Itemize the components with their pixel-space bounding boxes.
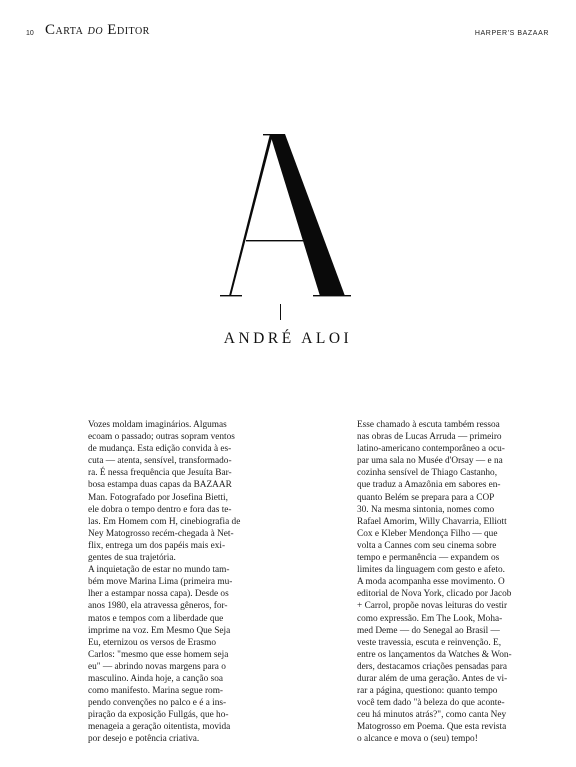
text-line: ceu há minutos atrás?", como canta Ney: [357, 710, 507, 721]
text-line: Matogrosso em Poema. Que esta revista: [357, 722, 507, 733]
section-title-c: C: [45, 22, 56, 38]
letter-a-crossbar: [246, 240, 306, 241]
text-column-left: [88, 419, 250, 746]
text-line: Carlos: "mesmo que esse homem seja: [88, 649, 229, 660]
text-line: cuta — atenta, sensível, transformado-: [88, 456, 232, 467]
letter-a-thick-stroke: [270, 134, 345, 296]
text-line: limites da linguagem com gesto e afeto.: [357, 565, 505, 576]
text-line: entre os lançamentos da Watches & Won-: [357, 649, 512, 660]
text-line: como manifesto. Marina segue rom-: [88, 686, 224, 697]
text-line: matos e tempos com a liberdade que: [88, 613, 224, 624]
text-line: 30. Na mesma sintonia, nomes como: [357, 504, 495, 515]
text-line: pendo convenções no palco e é a ins-: [88, 698, 227, 709]
text-line: eu" — abrindo novas margens para o: [88, 661, 226, 672]
magazine-name: HARPER'S BAZAAR: [474, 30, 549, 37]
text-line: que traduz a Amazônia em sabores en-: [357, 480, 501, 491]
section-title: [45, 22, 150, 39]
section-title-e: E: [107, 22, 117, 38]
text-column-right: [357, 419, 519, 746]
text-line: A inquietação de estar no mundo tam-: [88, 565, 230, 576]
text-line: nas obras de Lucas Arruda — primeiro: [357, 432, 502, 443]
text-line: durar além de uma geração. Antes de vi-: [357, 673, 508, 684]
text-line: editorial de Nova York, clicado por Jacob: [357, 589, 512, 600]
text-line: volta a Cannes com seu cinema sobre: [357, 540, 497, 551]
letter-a-left-serif: [220, 295, 242, 296]
text-line: quanto Belém se prepara para a COP: [357, 492, 495, 503]
text-line: tempo e permanência — expandem os: [357, 553, 500, 564]
text-line: flix, entrega um dos papéis mais exi-: [88, 540, 226, 551]
drop-letter-a-graphic: [217, 132, 357, 302]
text-line: ecoam o passado; outras sopram ventos: [88, 432, 235, 443]
text-line: ra. É nessa frequência que Jesuíta Bar-: [88, 468, 232, 479]
text-line: bém move Marina Lima (primeira mu-: [88, 577, 233, 588]
text-line: você tem dado "à beleza do que aconte-: [357, 698, 505, 709]
letter-a-top-serif: [263, 134, 275, 135]
text-line: o alcance e mova o (seu) tempo!: [357, 734, 478, 745]
text-line: Vozes moldam imaginários. Algumas: [88, 420, 227, 430]
text-line: lher a estampar nossa capa). Desde os: [88, 589, 229, 600]
text-line: Man. Fotografado por Josefina Bietti,: [88, 492, 228, 503]
text-line: cozinha sensível de Thiago Castanho,: [357, 468, 498, 479]
text-line: Ney Matogrosso recém-chegada à Net-: [88, 528, 234, 539]
text-line: ele dobra o tempo dentro e fora das te-: [88, 504, 232, 515]
text-line: bosa estampa duas capas da BAZAAR: [88, 480, 232, 491]
text-line: med Deme — do Senegal ao Brasil —: [357, 625, 500, 636]
text-line: por desejo e potência criativa.: [88, 734, 200, 745]
section-title-arta: ARTA: [55, 26, 84, 37]
page-number: 10: [26, 30, 34, 37]
text-line: ders, destacamos criações pensadas para: [357, 661, 507, 672]
drop-letter-a: [217, 132, 357, 302]
text-line: Esse chamado à escuta também ressoa: [357, 420, 500, 430]
text-line: imprime na voz. Em Mesmo Que Seja: [88, 625, 231, 636]
author-name: ANDRÉ ALOI: [223, 330, 353, 347]
text-line: + Carrol, propõe novas leituras do vestir: [357, 601, 508, 612]
text-line: latino-americano contemporâneo a ocu-: [357, 444, 505, 455]
section-title-ditor: DITOR: [116, 26, 150, 37]
text-line: gentes de sua trajetória.: [88, 553, 176, 564]
text-line: Cox e Kleber Mendonça Filho — que: [357, 528, 498, 539]
text-line: rar a página, questiono: quanto tempo: [357, 686, 498, 697]
text-line: menageia a geração oitentista, movida: [88, 722, 231, 733]
letter-a-thin-stroke: [229, 134, 273, 296]
text-line: como expressão. Em The Look, Moha-: [357, 613, 503, 624]
text-line: veste travessia, escuta e reinvenção. E,: [357, 637, 502, 648]
section-title-do: DO: [87, 26, 104, 37]
text-line: masculino. Ainda hoje, a canção soa: [88, 673, 224, 684]
text-line: par uma sala no Musée d'Orsay — e na: [357, 456, 503, 467]
letter-a-right-serif: [313, 295, 351, 296]
text-line: piração da exposição Fullgás, que ho-: [88, 710, 229, 721]
text-line: Eu, eternizou os versos de Erasmo: [88, 637, 217, 648]
text-line: de mudança. Esta edição convida à es-: [88, 444, 232, 455]
divider-rule: [280, 304, 281, 320]
text-line: A moda acompanha esse movimento. O: [357, 577, 505, 588]
text-line: anos 1980, ela atravessa gêneros, for-: [88, 601, 228, 612]
text-line: las. Em Homem com H, cinebiografia de: [88, 516, 241, 527]
text-line: Rafael Amorim, Willy Chavarria, Elliott: [357, 516, 507, 527]
